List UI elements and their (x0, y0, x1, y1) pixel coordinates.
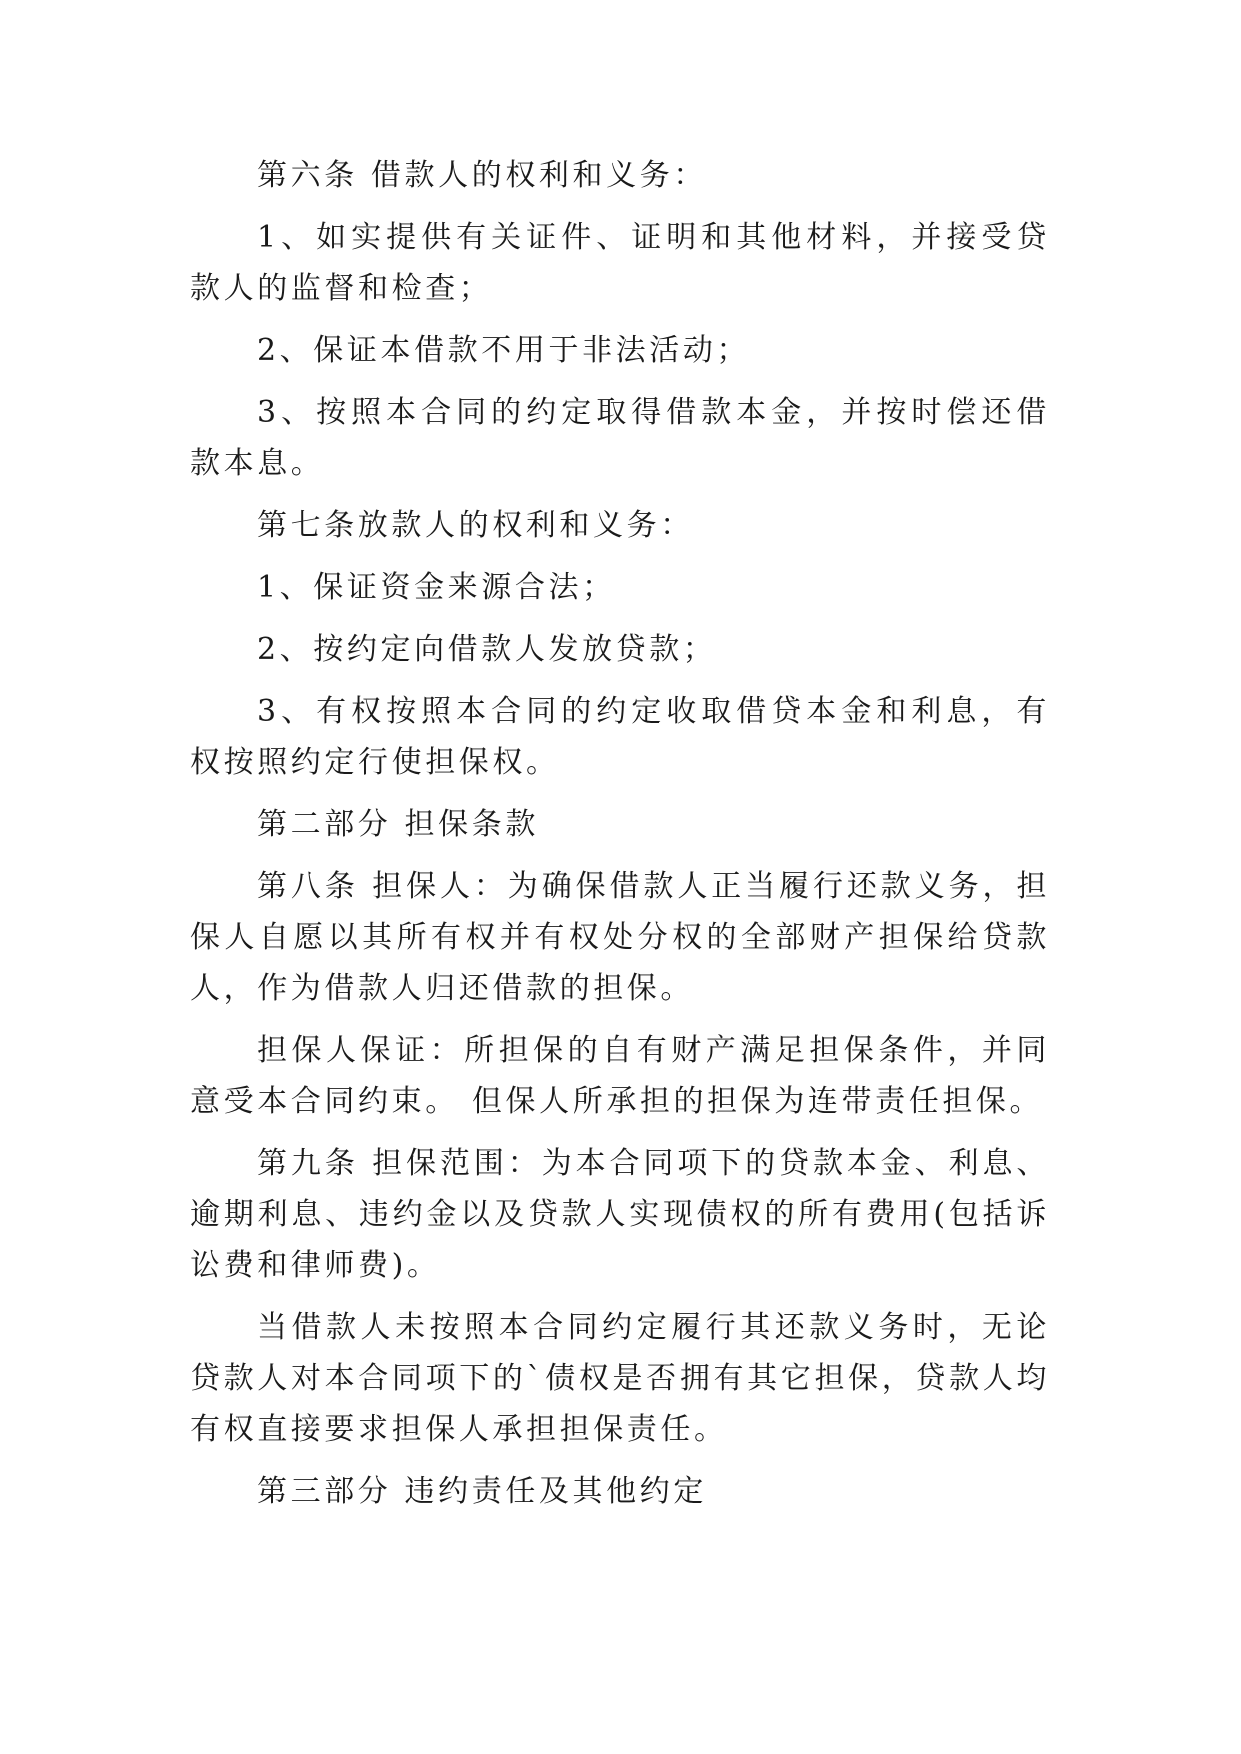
article-7-item-3: 3、有权按照本合同的约定收取借贷本金和利息，有权按照约定行使担保权。 (190, 694, 1050, 780)
article-8-paragraph: 第八条 担保人：为确保借款人正当履行还款义务，担保人自愿以其所有权并有权处分权的全部财产担保给贷款人，作为借款人归还借款的担保。 (190, 869, 1050, 1006)
article-9-paragraph: 第九条 担保范围：为本合同项下的贷款本金、利息、逾期利息、违约金以及贷款人实现债权的所有费用(包括诉讼费和律师费)。 (190, 1146, 1050, 1283)
document-page (190, 150, 1050, 1528)
default-liability-paragraph: 当借款人未按照本合同约定履行其还款义务时，无论贷款人对本合同项下的`债权是否拥有其它担保，贷款人均有权直接要求担保人承担担保责任。 (190, 1310, 1050, 1447)
article-6-heading: 第六条 借款人的权利和义务： (257, 158, 707, 193)
article-6-item-3: 3、按照本合同的约定取得借款本金，并按时偿还借款本息。 (190, 395, 1050, 481)
guarantor-statement-paragraph: 担保人保证：所担保的自有财产满足担保条件，并同意受本合同约束。 但保人所承担的担保为连带责任担保。 (190, 1033, 1050, 1119)
article-7-item-2: 2、按约定向借款人发放贷款； (257, 632, 717, 667)
article-7-heading: 第七条放款人的权利和义务： (257, 508, 694, 543)
part-3-heading: 第三部分 违约责任及其他约定 (257, 1474, 707, 1509)
part-2-heading: 第二部分 担保条款 (257, 807, 539, 842)
article-6-item-1: 1、如实提供有关证件、证明和其他材料，并接受贷款人的监督和检查； (190, 220, 1050, 306)
article-7-item-1: 1、保证资金来源合法； (257, 570, 616, 605)
article-6-item-2: 2、保证本借款不用于非法活动； (257, 333, 751, 368)
